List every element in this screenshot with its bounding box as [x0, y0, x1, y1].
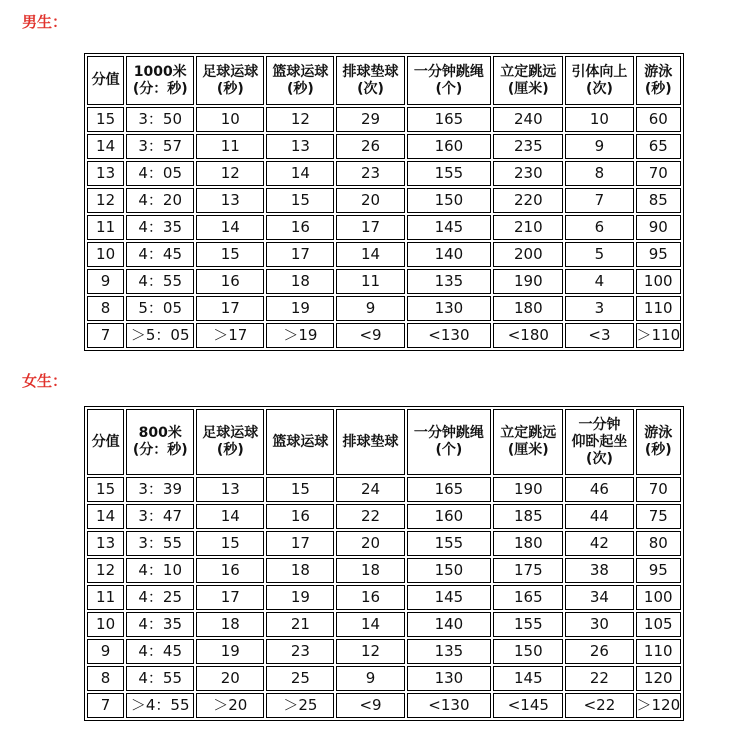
column-header-line: 立定跳远	[500, 425, 557, 441]
value-cell: 15	[196, 242, 264, 267]
value-cell: 135	[407, 639, 492, 664]
column-header	[196, 56, 264, 105]
value-cell: 30	[565, 612, 633, 637]
column-header-line: (次)	[586, 450, 613, 467]
value-cell: 130	[407, 296, 492, 321]
column-header	[196, 409, 264, 475]
column-header-line: (秒)	[287, 80, 314, 97]
value-cell: 130	[407, 666, 492, 691]
value-cell: 6	[565, 215, 633, 240]
value-cell: 8	[565, 161, 633, 186]
value-cell: 38	[565, 558, 633, 583]
table-row	[87, 323, 681, 348]
column-header-line: 分值	[91, 72, 120, 88]
value-cell: 160	[407, 134, 492, 159]
value-cell: 23	[336, 161, 404, 186]
value-cell: 85	[636, 188, 682, 213]
value-cell: 22	[565, 666, 633, 691]
column-header-line: 引体向上	[571, 63, 628, 80]
column-header-line: (厘米)	[507, 442, 549, 458]
value-cell: <9	[336, 323, 404, 348]
value-cell: 23	[266, 639, 334, 664]
value-cell: <145	[493, 693, 563, 718]
value-cell: <130	[407, 323, 492, 348]
table-row	[87, 558, 681, 583]
value-cell: 10	[565, 107, 633, 132]
table-row	[87, 188, 681, 213]
value-cell: 13	[196, 188, 264, 213]
value-cell: 4	[565, 269, 633, 294]
value-cell: 240	[493, 107, 563, 132]
value-cell: 5：05	[126, 296, 194, 321]
score-cell: 15	[87, 107, 124, 132]
column-header-line: (秒)	[216, 80, 244, 97]
column-header	[565, 56, 633, 105]
value-cell: 70	[636, 477, 682, 502]
column-header	[87, 56, 124, 105]
value-cell: 3：55	[126, 531, 194, 556]
column-header-line: 立定跳远	[500, 63, 557, 80]
column-header-line: (次)	[357, 80, 384, 97]
column-header	[266, 56, 334, 105]
value-cell: 14	[196, 215, 264, 240]
score-cell: 12	[87, 558, 124, 583]
value-cell: 18	[266, 269, 334, 294]
score-cell: 12	[87, 188, 124, 213]
value-cell: 17	[266, 242, 334, 267]
column-header-line: 排球垫球	[342, 63, 399, 80]
value-cell: 165	[407, 477, 492, 502]
header-row	[87, 409, 681, 475]
value-cell: 14	[266, 161, 334, 186]
value-cell: 4：35	[126, 612, 194, 637]
column-header	[126, 409, 194, 475]
value-cell: ＞110	[636, 323, 682, 348]
column-header	[636, 56, 682, 105]
value-cell: 17	[266, 531, 334, 556]
column-header	[407, 409, 492, 475]
value-cell: ＞5：05	[126, 323, 194, 348]
value-cell: 14	[336, 242, 404, 267]
value-cell: 185	[493, 504, 563, 529]
value-cell: 220	[493, 188, 563, 213]
value-cell: 65	[636, 134, 682, 159]
value-cell: 120	[636, 666, 682, 691]
value-cell: 20	[196, 666, 264, 691]
table-row	[87, 531, 681, 556]
column-header-line: 足球运球	[202, 63, 259, 80]
value-cell: 210	[493, 215, 563, 240]
column-header-line: 一分钟	[578, 416, 621, 433]
value-cell: 180	[493, 296, 563, 321]
score-cell: 9	[87, 639, 124, 664]
value-cell: 14	[336, 612, 404, 637]
value-cell: 17	[196, 585, 264, 610]
value-cell: 26	[336, 134, 404, 159]
value-cell: <130	[407, 693, 492, 718]
value-cell: <3	[565, 323, 633, 348]
value-cell: 18	[336, 558, 404, 583]
value-cell: 26	[565, 639, 633, 664]
table-row	[87, 134, 681, 159]
column-header-line: 篮球运球	[272, 63, 329, 80]
column-header-line: 分值	[91, 433, 120, 450]
column-header	[126, 56, 194, 105]
value-cell: 95	[636, 558, 682, 583]
column-header-line: 1000米	[133, 63, 187, 80]
value-cell: 150	[407, 558, 492, 583]
value-cell: 4：05	[126, 161, 194, 186]
value-cell: 150	[493, 639, 563, 664]
value-cell: 13	[266, 134, 334, 159]
value-cell: 20	[336, 531, 404, 556]
value-cell: 20	[336, 188, 404, 213]
value-cell: 145	[493, 666, 563, 691]
value-cell: 110	[636, 639, 682, 664]
score-cell: 10	[87, 612, 124, 637]
table-row	[87, 477, 681, 502]
female-score-table	[84, 406, 684, 721]
column-header-line: (秒)	[644, 442, 672, 458]
value-cell: 17	[196, 296, 264, 321]
column-header	[565, 409, 633, 475]
table-row	[87, 666, 681, 691]
column-header-line: 一分钟跳绳	[413, 63, 484, 80]
value-cell: 15	[266, 188, 334, 213]
value-cell: 15	[196, 531, 264, 556]
column-header-line: 篮球运球	[272, 433, 329, 450]
value-cell: ＞17	[196, 323, 264, 348]
value-cell: 4：10	[126, 558, 194, 583]
table-row	[87, 612, 681, 637]
value-cell: 4：25	[126, 585, 194, 610]
score-cell: 9	[87, 269, 124, 294]
value-cell: 19	[266, 296, 334, 321]
value-cell: 12	[336, 639, 404, 664]
column-header-line: 足球运球	[202, 425, 259, 441]
value-cell: 10	[196, 107, 264, 132]
value-cell: 160	[407, 504, 492, 529]
column-header-line: (秒)	[644, 80, 672, 97]
column-header-line: 仰卧起坐	[571, 433, 628, 450]
column-header	[336, 409, 404, 475]
value-cell: 105	[636, 612, 682, 637]
value-cell: <180	[493, 323, 563, 348]
value-cell: 165	[407, 107, 492, 132]
value-cell: 15	[266, 477, 334, 502]
value-cell: 44	[565, 504, 633, 529]
score-cell: 10	[87, 242, 124, 267]
table-row	[87, 215, 681, 240]
column-header	[636, 409, 682, 475]
value-cell: 5	[565, 242, 633, 267]
value-cell: 140	[407, 612, 492, 637]
value-cell: 180	[493, 531, 563, 556]
value-cell: 155	[407, 531, 492, 556]
value-cell: 235	[493, 134, 563, 159]
value-cell: 175	[493, 558, 563, 583]
table-row	[87, 107, 681, 132]
value-cell: 19	[266, 585, 334, 610]
value-cell: 60	[636, 107, 682, 132]
value-cell: ＞4：55	[126, 693, 194, 718]
value-cell: 155	[407, 161, 492, 186]
value-cell: 140	[407, 242, 492, 267]
score-cell: 13	[87, 161, 124, 186]
score-cell: 15	[87, 477, 124, 502]
column-header	[493, 56, 563, 105]
table-row	[87, 161, 681, 186]
column-header	[87, 409, 124, 475]
value-cell: ＞25	[266, 693, 334, 718]
column-header-line: (分：秒)	[132, 80, 188, 97]
value-cell: 4：45	[126, 242, 194, 267]
value-cell: 135	[407, 269, 492, 294]
value-cell: 24	[336, 477, 404, 502]
column-header-line: (分：秒)	[132, 442, 188, 458]
value-cell: 4：35	[126, 215, 194, 240]
value-cell: 29	[336, 107, 404, 132]
value-cell: 4：55	[126, 666, 194, 691]
value-cell: 22	[336, 504, 404, 529]
column-header	[266, 409, 334, 475]
value-cell: 16	[266, 215, 334, 240]
table-row	[87, 693, 681, 718]
value-cell: 3：47	[126, 504, 194, 529]
value-cell: 21	[266, 612, 334, 637]
value-cell: 16	[336, 585, 404, 610]
score-cell: 14	[87, 504, 124, 529]
value-cell: 230	[493, 161, 563, 186]
table-row	[87, 296, 681, 321]
value-cell: 16	[196, 558, 264, 583]
value-cell: 9	[336, 666, 404, 691]
value-cell: 4：45	[126, 639, 194, 664]
value-cell: 190	[493, 269, 563, 294]
value-cell: 200	[493, 242, 563, 267]
column-header-line: (厘米)	[507, 80, 549, 97]
value-cell: 16	[196, 269, 264, 294]
value-cell: 11	[336, 269, 404, 294]
value-cell: 3	[565, 296, 633, 321]
male-score-table	[84, 53, 684, 351]
value-cell: 3：50	[126, 107, 194, 132]
value-cell: 17	[336, 215, 404, 240]
value-cell: 18	[266, 558, 334, 583]
table-row	[87, 639, 681, 664]
value-cell: 95	[636, 242, 682, 267]
value-cell: 110	[636, 296, 682, 321]
score-cell: 7	[87, 323, 124, 348]
female-section-label: 女生：	[22, 372, 68, 390]
header-row	[87, 56, 681, 105]
column-header-line: 排球垫球	[342, 433, 399, 450]
value-cell: 19	[196, 639, 264, 664]
value-cell: 12	[266, 107, 334, 132]
value-cell: 11	[196, 134, 264, 159]
value-cell: <22	[565, 693, 633, 718]
male-section-label: 男生：	[22, 13, 68, 31]
table-row	[87, 504, 681, 529]
value-cell: 100	[636, 269, 682, 294]
table-row	[87, 242, 681, 267]
value-cell: 18	[196, 612, 264, 637]
value-cell: 9	[336, 296, 404, 321]
score-cell: 11	[87, 585, 124, 610]
value-cell: 155	[493, 612, 563, 637]
value-cell: 46	[565, 477, 633, 502]
column-header-line: (个)	[435, 80, 463, 97]
value-cell: 100	[636, 585, 682, 610]
value-cell: 145	[407, 585, 492, 610]
value-cell: 165	[493, 585, 563, 610]
value-cell: 9	[565, 134, 633, 159]
value-cell: 90	[636, 215, 682, 240]
score-cell: 13	[87, 531, 124, 556]
value-cell: ＞20	[196, 693, 264, 718]
value-cell: 25	[266, 666, 334, 691]
column-header-line: 游泳	[644, 425, 673, 441]
value-cell: 12	[196, 161, 264, 186]
score-cell: 11	[87, 215, 124, 240]
value-cell: 13	[196, 477, 264, 502]
column-header-line: 游泳	[644, 63, 673, 80]
score-cell: 8	[87, 666, 124, 691]
value-cell: 70	[636, 161, 682, 186]
column-header	[407, 56, 492, 105]
value-cell: 80	[636, 531, 682, 556]
value-cell: 34	[565, 585, 633, 610]
column-header	[336, 56, 404, 105]
value-cell: 3：39	[126, 477, 194, 502]
column-header-line: (个)	[435, 442, 463, 458]
value-cell: 42	[565, 531, 633, 556]
value-cell: ＞120	[636, 693, 682, 718]
value-cell: 4：20	[126, 188, 194, 213]
value-cell: 16	[266, 504, 334, 529]
value-cell: 4：55	[126, 269, 194, 294]
value-cell: ＞19	[266, 323, 334, 348]
score-cell: 14	[87, 134, 124, 159]
value-cell: 14	[196, 504, 264, 529]
value-cell: 75	[636, 504, 682, 529]
value-cell: <9	[336, 693, 404, 718]
table-row	[87, 585, 681, 610]
value-cell: 3：57	[126, 134, 194, 159]
value-cell: 150	[407, 188, 492, 213]
score-cell: 7	[87, 693, 124, 718]
table-row	[87, 269, 681, 294]
value-cell: 7	[565, 188, 633, 213]
value-cell: 190	[493, 477, 563, 502]
column-header-line: (秒)	[216, 442, 244, 458]
column-header	[493, 409, 563, 475]
column-header-line: 800米	[138, 425, 182, 441]
score-cell: 8	[87, 296, 124, 321]
column-header-line: 一分钟跳绳	[413, 425, 484, 441]
column-header-line: (次)	[586, 80, 613, 97]
value-cell: 145	[407, 215, 492, 240]
